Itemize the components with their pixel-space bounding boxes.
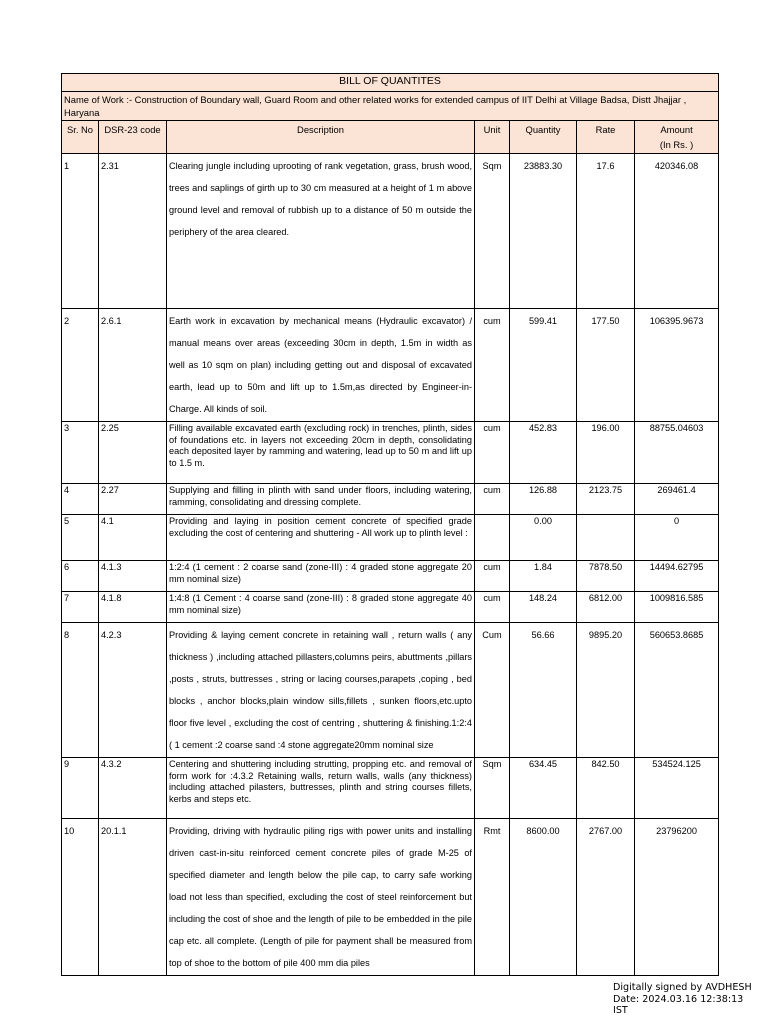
unit-cell: cum	[475, 561, 510, 592]
unit-cell: Sqm	[475, 154, 510, 309]
amount-cell: 14494.62795	[635, 561, 719, 592]
header-quantity: Quantity	[510, 121, 577, 154]
description-cell: Supplying and filling in plinth with sand under floors, including watering, ramming, consolidating and dressing complete.	[167, 484, 475, 515]
header-rate: Rate	[577, 121, 635, 154]
unit-cell: Rmt	[475, 819, 510, 976]
table-row	[62, 515, 719, 561]
dsr-code-cell: 2.27	[99, 484, 167, 515]
rate-cell: 2123.75	[577, 484, 635, 515]
amount-cell: 560653.8685	[635, 623, 719, 758]
description-cell: Centering and shuttering including strutting, propping etc. and removal of form work for :4.3.2 Retaining walls, return walls, walls (any thickness) including attached pilasters, buttresses, plinth and string courses fillets, kerbs and steps etc.	[167, 758, 475, 819]
quantity-cell: 56.66	[510, 623, 577, 758]
description-cell: Filling available excavated earth (excluding rock) in trenches, plinth, sides of foundations etc. in layers not exceeding 20cm in depth, consolidating each deposited layer by ramming and watering, lead up to 50 m and lift up to 1.5 m.	[167, 422, 475, 484]
sr-no-cell: 1	[62, 154, 99, 309]
header-dsr-code: DSR-23 code	[99, 121, 167, 154]
rate-cell: 842.50	[577, 758, 635, 819]
sr-no-cell: 3	[62, 422, 99, 484]
amount-cell: 0	[635, 515, 719, 561]
document-title: BILL OF QUANTITES	[62, 74, 719, 92]
sr-no-cell: 7	[62, 592, 99, 623]
table-row	[62, 623, 719, 758]
dsr-code-cell: 2.31	[99, 154, 167, 309]
amount-cell: 269461.4	[635, 484, 719, 515]
rate-cell: 6812.00	[577, 592, 635, 623]
rate-cell: 2767.00	[577, 819, 635, 976]
dsr-code-cell: 2.25	[99, 422, 167, 484]
table-title-row	[62, 74, 719, 92]
quantity-cell: 452.83	[510, 422, 577, 484]
description-cell: 1:4:8 (1 Cement : 4 coarse sand (zone-III) : 8 graded stone aggregate 40 mm nominal size)	[167, 592, 475, 623]
bill-of-quantities-table	[61, 73, 719, 976]
quantity-cell: 599.41	[510, 309, 577, 422]
amount-cell: 88755.04603	[635, 422, 719, 484]
quantity-cell: 23883.30	[510, 154, 577, 309]
header-amount-line2: (In Rs. )	[659, 139, 694, 151]
name-of-work: Name of Work :- Construction of Boundary wall, Guard Room and other related works for extended campus of IIT Delhi at Village Badsa, Distt Jhajjar , Haryana	[62, 92, 719, 121]
sr-no-cell: 2	[62, 309, 99, 422]
rate-cell: 196.00	[577, 422, 635, 484]
unit-cell: cum	[475, 484, 510, 515]
rate-cell: 17.6	[577, 154, 635, 309]
quantity-cell: 8600.00	[510, 819, 577, 976]
column-header-row	[62, 121, 719, 154]
table-row	[62, 154, 719, 309]
unit-cell: Cum	[475, 623, 510, 758]
signature-line: Digitally signed by AVDHESH	[613, 982, 752, 993]
table-row	[62, 819, 719, 976]
sr-no-cell: 6	[62, 561, 99, 592]
amount-cell: 420346.08	[635, 154, 719, 309]
amount-cell: 534524.125	[635, 758, 719, 819]
signature-timezone: IST	[613, 1005, 628, 1016]
header-unit: Unit	[475, 121, 510, 154]
dsr-code-cell: 4.2.3	[99, 623, 167, 758]
table-row	[62, 422, 719, 484]
unit-cell: cum	[475, 309, 510, 422]
description-cell: 1:2:4 (1 cement : 2 coarse sand (zone-III) : 4 graded stone aggregate 20 mm nominal size)	[167, 561, 475, 592]
description-cell: Providing and laying in position cement concrete of specified grade excluding the cost of centering and shuttering - All work up to plinth level :	[167, 515, 475, 561]
dsr-code-cell: 2.6.1	[99, 309, 167, 422]
amount-cell: 1009816.585	[635, 592, 719, 623]
rate-cell	[577, 515, 635, 561]
table-row	[62, 592, 719, 623]
dsr-code-cell: 20.1.1	[99, 819, 167, 976]
table-row	[62, 561, 719, 592]
header-sr-no: Sr. No	[62, 121, 99, 154]
header-description: Description	[167, 121, 475, 154]
quantity-cell: 148.24	[510, 592, 577, 623]
description-cell: Earth work in excavation by mechanical means (Hydraulic excavator) / manual means over areas (exceeding 30cm in depth, 1.5m in width as well as 10 sqm on plan) including getting out and disposal of excavated earth, lead up to 50m and lift up to 1.5m,as directed by Engineer-in-Charge. All kinds of soil.	[167, 309, 475, 422]
sr-no-cell: 5	[62, 515, 99, 561]
table-row	[62, 758, 719, 819]
sr-no-cell: 8	[62, 623, 99, 758]
sr-no-cell: 4	[62, 484, 99, 515]
unit-cell: cum	[475, 422, 510, 484]
sr-no-cell: 9	[62, 758, 99, 819]
dsr-code-cell: 4.1	[99, 515, 167, 561]
quantity-cell: 1.84	[510, 561, 577, 592]
quantity-cell: 126.88	[510, 484, 577, 515]
unit-cell: Sqm	[475, 758, 510, 819]
rate-cell: 7878.50	[577, 561, 635, 592]
table-row	[62, 484, 719, 515]
amount-cell: 23796200	[635, 819, 719, 976]
name-of-work-row	[62, 92, 719, 121]
table-row	[62, 309, 719, 422]
dsr-code-cell: 4.1.3	[99, 561, 167, 592]
rate-cell: 9895.20	[577, 623, 635, 758]
quantity-cell: 0.00	[510, 515, 577, 561]
dsr-code-cell: 4.3.2	[99, 758, 167, 819]
unit-cell: cum	[475, 592, 510, 623]
header-amount-line1: Amount	[660, 124, 693, 136]
sr-no-cell: 10	[62, 819, 99, 976]
signature-date: Date: 2024.03.16 12:38:13	[613, 993, 744, 1005]
digital-signature-block	[613, 982, 768, 1017]
description-cell: Clearing jungle including uprooting of rank vegetation, grass, brush wood, trees and saplings of girth up to 30 cm measured at a height of 1 m above ground level and removal of rubbish up to a distance of 50 m outside the periphery of the area cleared.	[167, 154, 475, 309]
amount-cell: 106395.9673	[635, 309, 719, 422]
header-amount	[635, 121, 719, 154]
unit-cell	[475, 515, 510, 561]
description-cell: Providing, driving with hydraulic piling rigs with power units and installing driven cast-in-situ reinforced cement concrete piles of grade M-25 of specified diameter and length below the pile cap, to carry safe working load not less than specified, excluding the cost of steel reinforcement but including the cost of shoe and the length of pile to be embedded in the pile cap etc. all complete. (Length of pile for payment shall be measured from top of shoe to the bottom of pile 400 mm dia piles	[167, 819, 475, 976]
rate-cell: 177.50	[577, 309, 635, 422]
dsr-code-cell: 4.1.8	[99, 592, 167, 623]
quantity-cell: 634.45	[510, 758, 577, 819]
description-cell: Providing & laying cement concrete in retaining wall , return walls ( any thickness ) ,including attached pillasters,columns peirs, abuttments ,pillars ,posts , struts, buttresses , string or lacing courses,parapets ,coping , bed blocks , anchor blocks,plain window sills,fillets , sunken floors,etc.upto floor five level , excluding the cost of centring , shuttering & finishing.1:2:4 ( 1 cement :2 coarse sand :4 stone aggregate20mm nominal size	[167, 623, 475, 758]
